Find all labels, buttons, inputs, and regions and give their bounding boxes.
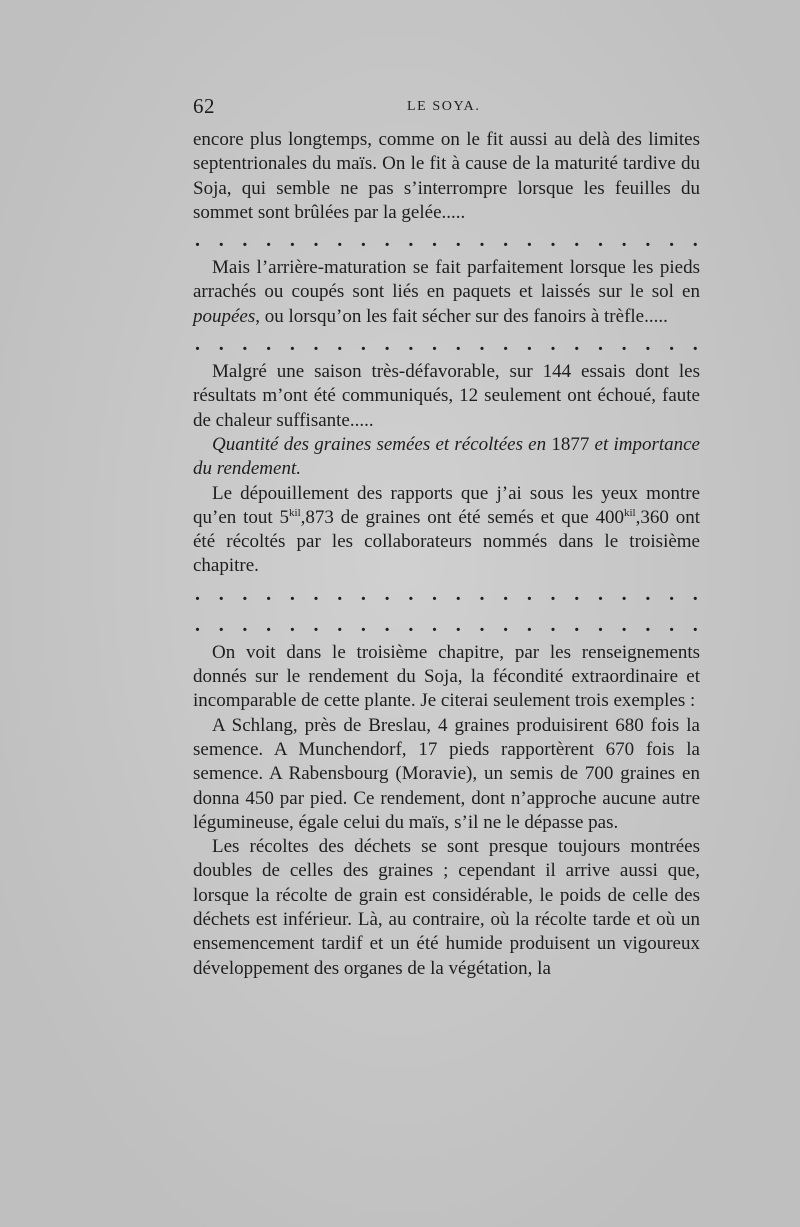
paragraph-dechets: Les récoltes des déchets se sont presque toujours montrées doubles de celles des graines ; cependant il arrive aussi que, lorsque la récolte de grain est considérable, le poids de celle des déchets est inférieur. Là, au contraire, où la récolte tarde et où un ensemencement tardif et un été humide produisent un vigoureux développement des organes de la végétation, la — [193, 836, 700, 979]
ellipsis-dot: . — [574, 333, 580, 356]
ellipsis-dot: . — [479, 229, 485, 252]
ellipsis-dot: . — [384, 229, 390, 252]
ellipsis-dot: . — [645, 333, 651, 356]
ellipsis-dot: . — [503, 229, 509, 252]
paragraph-text: Le dépouillement des rapports que j’ai sous les yeux montre qu’en tout 5 — [193, 482, 700, 528]
paragraph-continuation: encore plus longtemps, comme on le fit aussi au delà des limites septentrionales du maïs. On le fit à cause de la maturité tardive du Soja, qui semble ne pas s’interrompre lorsque les feuilles du sommet sont brûlées par la gelée..... — [193, 129, 700, 223]
ellipsis-dot: . — [337, 613, 343, 636]
ellipsis-dot: . — [289, 582, 295, 605]
ellipsis-dot: . — [455, 582, 461, 605]
ellipsis-dot: . — [669, 613, 675, 636]
ellipsis-dot: . — [574, 582, 580, 605]
ellipsis-dot: . — [479, 582, 485, 605]
ellipsis-dot: . — [242, 582, 248, 605]
section-subheading — [193, 433, 700, 482]
ellipsis-dot: . — [503, 582, 509, 605]
paragraph-arriere-maturation — [193, 256, 700, 329]
ellipsis-dot: . — [289, 229, 295, 252]
ellipsis-dot: . — [218, 333, 224, 356]
ellipsis-dot: . — [360, 229, 366, 252]
ellipsis-dot: . — [360, 333, 366, 356]
ellipsis-dot: . — [432, 613, 438, 636]
ellipsis-dot: . — [692, 613, 698, 636]
ellipsis-row — [193, 610, 700, 641]
ellipsis-dot: . — [503, 333, 509, 356]
ellipsis-dot: . — [526, 613, 532, 636]
subheading-text: Quantité des graines semées et récoltées en — [212, 433, 552, 455]
paragraph-exemples: A Schlang, près de Breslau, 4 graines produisirent 680 fois la semence. A Munchendorf, 17 pieds rapportèrent 670 fois la semence. A Rabensbourg (Moravie), un semis de 700 graines en donna 450 par pied. Ce rendement, dont n’approche aucune autre légumineuse, égale celui du maïs, s’il ne le dépasse pas. — [193, 714, 700, 833]
unit-superscript: kil — [623, 506, 636, 519]
ellipsis-dot: . — [408, 582, 414, 605]
ellipsis-dot: . — [597, 229, 603, 252]
ellipsis-dot: . — [432, 582, 438, 605]
paragraph-text: , ou lorsqu’on les fait sécher sur des fanoirs à trèfle..... — [255, 305, 668, 327]
ellipsis-dot: . — [337, 229, 343, 252]
ellipsis-dot: . — [242, 333, 248, 356]
ellipsis-dot: . — [692, 333, 698, 356]
ellipsis-dot: . — [266, 613, 272, 636]
unit-superscript: kil — [289, 506, 301, 519]
ellipsis-dot: . — [289, 613, 295, 636]
paragraph-saison: Malgré une saison très-défavorable, sur 144 essais dont les résultats m’ont été communiqués, 12 seulement ont échoué, faute de chaleur suffisante..... — [193, 361, 700, 431]
ellipsis-dot: . — [384, 613, 390, 636]
ellipsis-dot: . — [218, 613, 224, 636]
paragraph-depouillement — [193, 482, 700, 579]
paragraph-text: ,360 ont été récoltés par les collaborateurs nommés dans le troisième chapitre. — [193, 506, 700, 577]
ellipsis-dot: . — [455, 613, 461, 636]
subheading-text: et importance du rendement. — [193, 433, 700, 480]
ellipsis-dot: . — [597, 333, 603, 356]
emphasis-poupees: poupées — [193, 305, 256, 327]
paragraph-rendement: On voit dans le troisième chapitre, par les renseignements donnés sur le rendement du Soja, la fécondité extraordinaire et incomparable de cette plante. Je citerai seulement trois exemples : — [193, 641, 700, 712]
ellipsis-dot: . — [669, 229, 675, 252]
ellipsis-dot: . — [597, 582, 603, 605]
ellipsis-dot: . — [432, 229, 438, 252]
ellipsis-dot: . — [550, 613, 556, 636]
ellipsis-row — [193, 225, 700, 256]
paragraph-text: ,873 de graines ont été semés et que 400 — [300, 506, 624, 528]
ellipsis-dot: . — [266, 333, 272, 356]
ellipsis-dot: . — [645, 613, 651, 636]
ellipsis-dot: . — [313, 333, 319, 356]
ellipsis-dot: . — [621, 613, 627, 636]
ellipsis-dot: . — [266, 229, 272, 252]
ellipsis-dot: . — [289, 333, 295, 356]
ellipsis-dot: . — [408, 333, 414, 356]
ellipsis-dot: . — [408, 229, 414, 252]
ellipsis-dot: . — [479, 613, 485, 636]
ellipsis-dot: . — [455, 229, 461, 252]
ellipsis-dot: . — [574, 229, 580, 252]
paragraph-text: Mais l’arrière-maturation se fait parfaitement lorsque les pieds arrachés ou coupés sont liés en paquets et laissés sur le sol en — [193, 257, 700, 303]
ellipsis-dot: . — [242, 613, 248, 636]
ellipsis-dot: . — [195, 333, 200, 356]
body-text — [193, 128, 700, 981]
ellipsis-dot: . — [550, 229, 556, 252]
ellipsis-dot: . — [550, 333, 556, 356]
ellipsis-dot: . — [692, 582, 698, 605]
ellipsis-dot: . — [621, 229, 627, 252]
ellipsis-dot: . — [645, 582, 651, 605]
ellipsis-dot: . — [266, 582, 272, 605]
ellipsis-dot: . — [692, 229, 698, 252]
ellipsis-dot: . — [669, 333, 675, 356]
ellipsis-row — [193, 329, 700, 360]
ellipsis-dot: . — [432, 333, 438, 356]
ellipsis-dot: . — [195, 613, 200, 636]
ellipsis-dot: . — [195, 229, 200, 252]
ellipsis-dot: . — [360, 582, 366, 605]
ellipsis-dot: . — [455, 333, 461, 356]
ellipsis-dot: . — [337, 582, 343, 605]
ellipsis-dot: . — [384, 333, 390, 356]
ellipsis-dot: . — [621, 582, 627, 605]
ellipsis-dot: . — [479, 333, 485, 356]
ellipsis-dot: . — [384, 582, 390, 605]
ellipsis-dot: . — [313, 613, 319, 636]
ellipsis-dot: . — [526, 333, 532, 356]
ellipsis-dot: . — [313, 229, 319, 252]
ellipsis-dot: . — [669, 582, 675, 605]
page-header — [193, 94, 700, 120]
ellipsis-dot: . — [218, 229, 224, 252]
page-number: 62 — [193, 94, 215, 118]
ellipsis-dot: . — [621, 333, 627, 356]
ellipsis-dot: . — [526, 582, 532, 605]
running-title: LE SOYA. — [407, 99, 481, 114]
ellipsis-dot: . — [360, 613, 366, 636]
ellipsis-row — [193, 579, 700, 610]
ellipsis-dot: . — [242, 229, 248, 252]
ellipsis-dot: . — [195, 582, 200, 605]
ellipsis-dot: . — [645, 229, 651, 252]
ellipsis-dot: . — [503, 613, 509, 636]
ellipsis-dot: . — [597, 613, 603, 636]
ellipsis-dot: . — [574, 613, 580, 636]
ellipsis-dot: . — [550, 582, 556, 605]
subheading-year: 1877 — [551, 433, 590, 455]
ellipsis-dot: . — [337, 333, 343, 356]
ellipsis-dot: . — [408, 613, 414, 636]
ellipsis-dot: . — [313, 582, 319, 605]
ellipsis-dot: . — [526, 229, 532, 252]
ellipsis-dot: . — [218, 582, 224, 605]
